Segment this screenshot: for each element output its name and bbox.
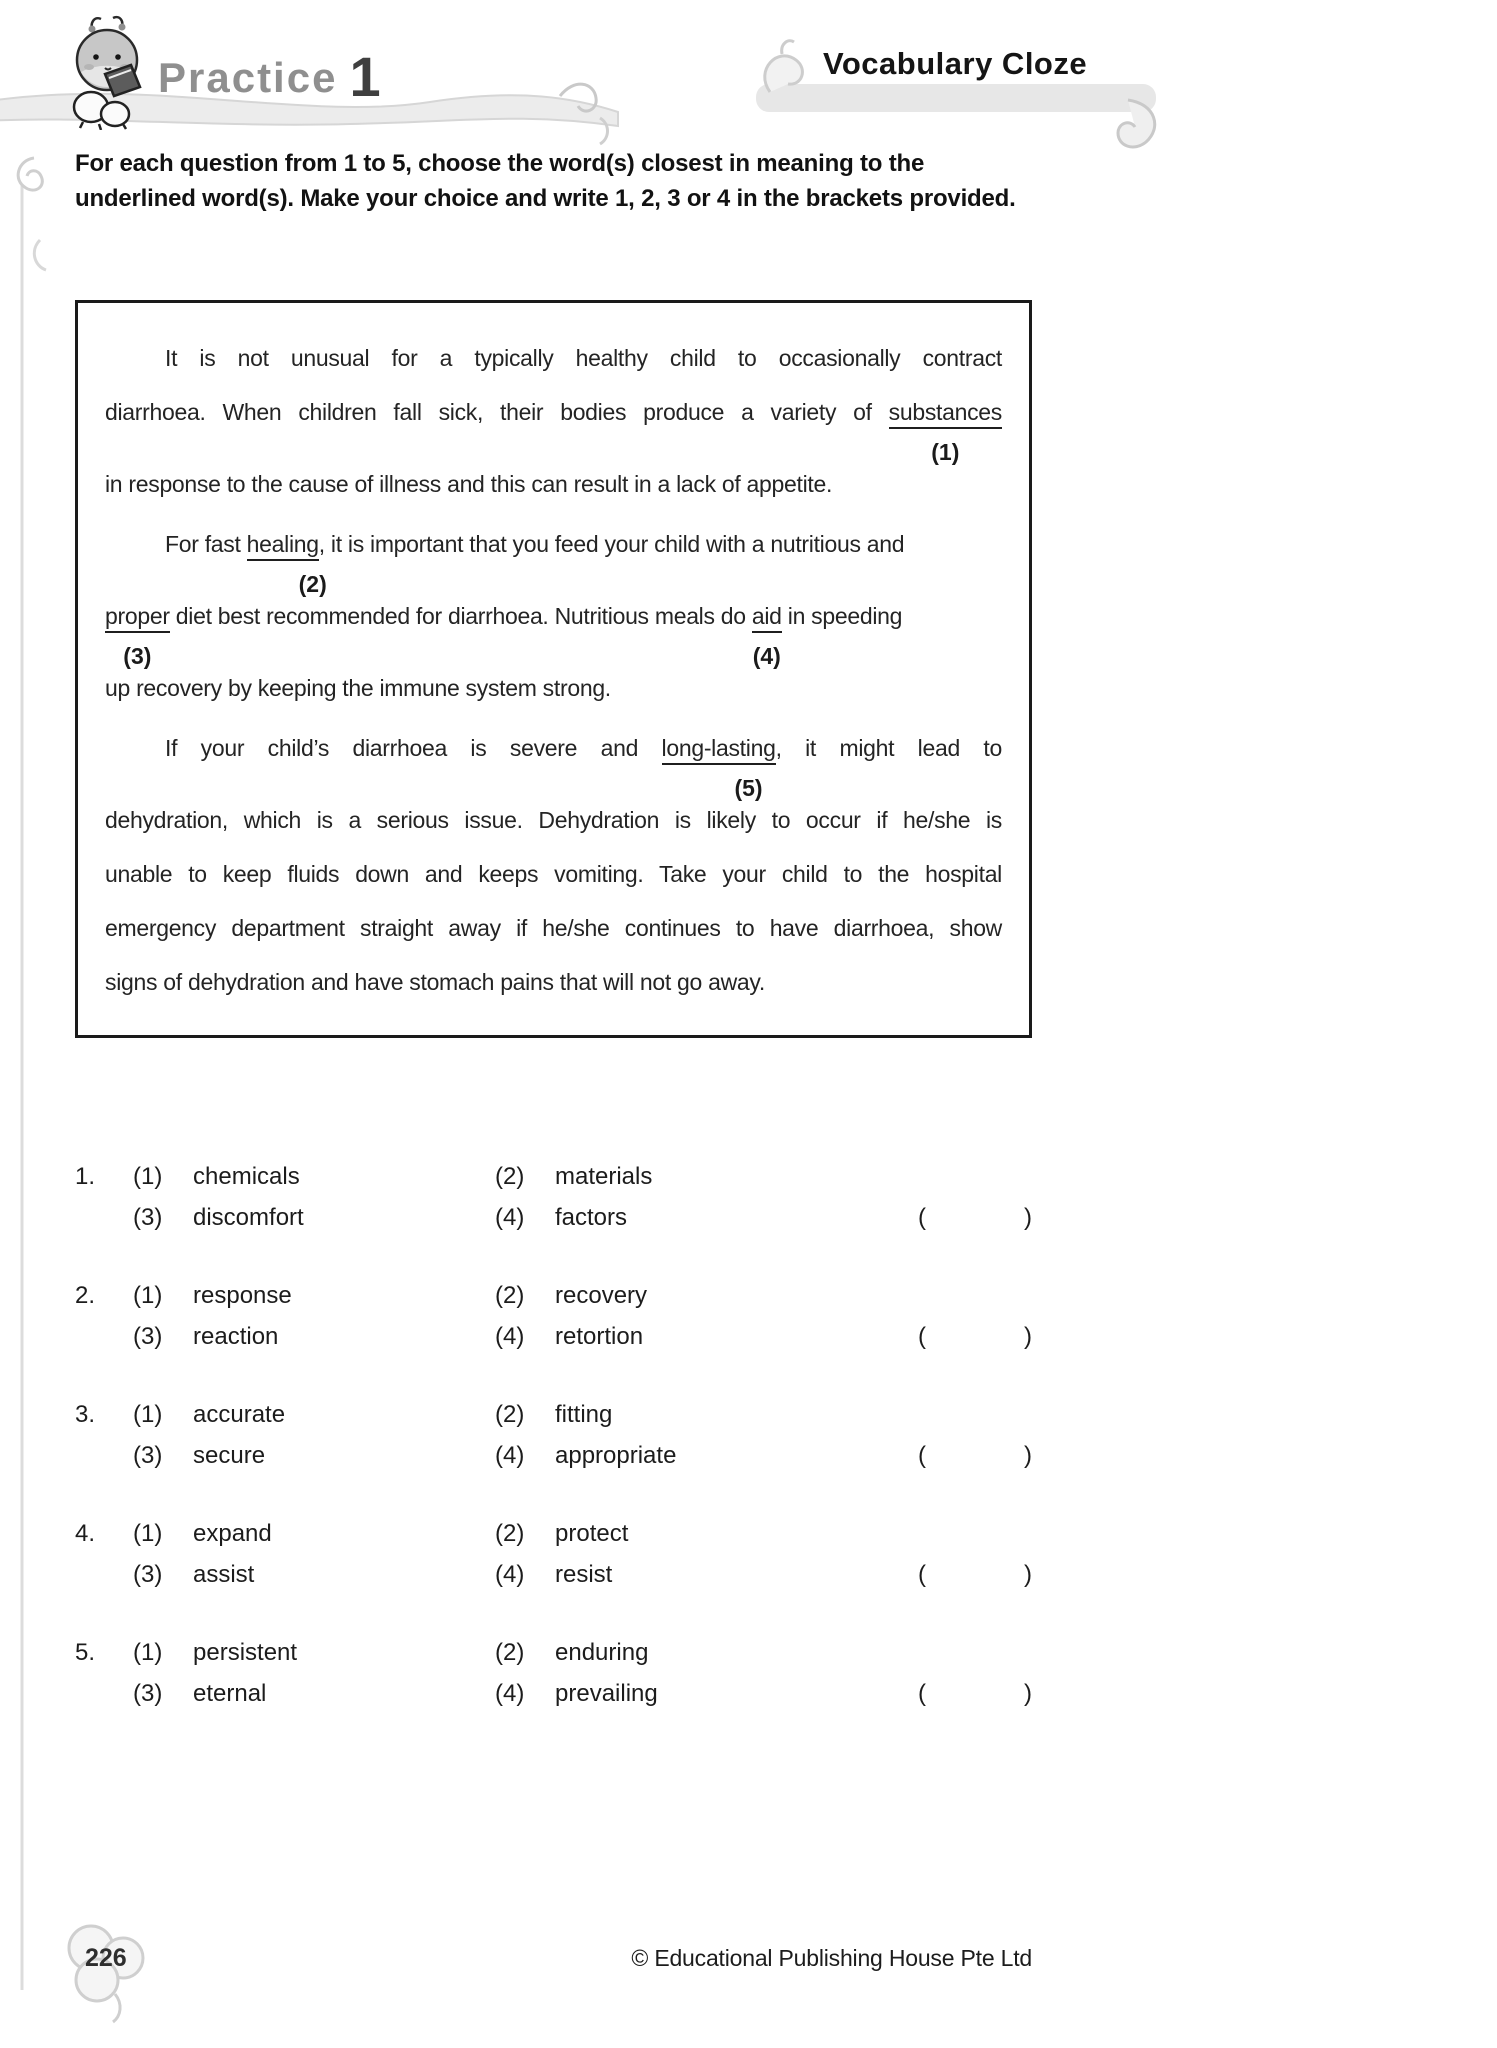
option-text: appropriate	[555, 1442, 677, 1469]
question-row	[75, 1632, 1032, 1714]
passage-line	[105, 467, 1002, 501]
question-number: 1.	[75, 1163, 96, 1190]
answer-bracket-open: (	[918, 1204, 926, 1231]
question-row	[75, 1156, 1032, 1238]
passage-text: unable to keep fluids down and keeps vomiting. Take your child to the hospital	[105, 861, 1002, 887]
option-number: (2)	[495, 1639, 525, 1666]
passage-paragraph	[105, 341, 1002, 501]
marker-label: (2)	[298, 571, 327, 597]
questions-list	[75, 1156, 1032, 1714]
passage-line	[105, 341, 1002, 375]
question-row	[75, 1513, 1032, 1595]
option-text: enduring	[555, 1639, 649, 1666]
passage-line	[105, 803, 1002, 837]
option-text: accurate	[193, 1401, 286, 1428]
answer-brackets	[918, 1197, 1032, 1238]
option-number: (2)	[495, 1520, 525, 1547]
question-row	[75, 1394, 1032, 1476]
passage-paragraph	[105, 731, 1002, 999]
instructions-text: For each question from 1 to 5, choose the word(s) closest in meaning to the underlined word(s). Make your choice and write 1, 2, 3 or 4 in the brackets provided.	[75, 150, 1016, 212]
option-text: prevailing	[555, 1680, 658, 1707]
answer-bracket-close: )	[1024, 1680, 1032, 1707]
ribbon-sprout-icon	[782, 41, 794, 54]
passage-text: emergency department straight away if he/she continues to have diarrhoea, show	[105, 915, 1002, 941]
option-text: fitting	[555, 1401, 613, 1428]
option-text: eternal	[193, 1680, 267, 1707]
option-number: (4)	[495, 1442, 525, 1469]
copyright-text: © Educational Publishing House Pte Ltd	[631, 1945, 1032, 1971]
question-number: 3.	[75, 1401, 96, 1428]
passage-line	[105, 911, 1002, 945]
underlined-word: aid (4)	[752, 603, 782, 633]
marker-label: (5)	[734, 775, 763, 801]
option-number: (4)	[495, 1204, 525, 1231]
option-text: resist	[555, 1561, 613, 1588]
passage-text: in response to the cause of illness and this can result in a lack of appetite.	[105, 471, 833, 497]
answer-bracket-open: (	[918, 1323, 926, 1350]
passage-line	[105, 599, 1002, 669]
answer-bracket-close: )	[1024, 1204, 1032, 1231]
option-text: materials	[555, 1163, 653, 1190]
answer-bracket-close: )	[1024, 1442, 1032, 1469]
passage-text: signs of dehydration and have stomach pains that will not go away.	[105, 969, 765, 995]
passage-text: If your child’s diarrhoea is severe and	[165, 735, 662, 761]
passage-line	[105, 857, 1002, 891]
option-text: reaction	[193, 1323, 279, 1350]
underlined-word: long-lasting (5)	[662, 735, 776, 765]
answer-bracket-close: )	[1024, 1323, 1032, 1350]
option-text: assist	[193, 1561, 255, 1588]
option-text: protect	[555, 1520, 629, 1547]
passage-text: , it might lead to	[775, 735, 1002, 761]
option-text: factors	[555, 1204, 628, 1231]
option-number: (4)	[495, 1561, 525, 1588]
passage-text: , it is important that you feed your child with a nutritious and	[318, 531, 905, 557]
underlined-word: healing (2)	[247, 531, 319, 561]
underlined-word: substances (1)	[889, 399, 1002, 429]
caterpillar-mascot-icon	[55, 12, 167, 130]
practice-title	[158, 44, 381, 109]
question-number: 5.	[75, 1639, 96, 1666]
option-number: (1)	[133, 1163, 163, 1190]
answer-brackets	[918, 1316, 1032, 1357]
option-number: (3)	[133, 1680, 163, 1707]
passage-text: in speeding	[781, 603, 903, 629]
answer-bracket-open: (	[918, 1442, 926, 1469]
option-number: (2)	[495, 1401, 525, 1428]
option-number: (3)	[133, 1204, 163, 1231]
option-text: retortion	[555, 1323, 644, 1350]
passage-paragraph	[105, 527, 1002, 705]
passage-text: diet best recommended for diarrhoea. Nutritious meals do	[169, 603, 752, 629]
practice-label: Practice	[158, 54, 338, 101]
underlined-word: proper (3)	[105, 603, 170, 633]
option-text: recovery	[555, 1282, 648, 1309]
option-number: (2)	[495, 1282, 525, 1309]
option-number: (2)	[495, 1163, 525, 1190]
answer-bracket-open: (	[918, 1561, 926, 1588]
left-vine-doodle	[34, 240, 46, 270]
marker-label: (3)	[123, 643, 152, 669]
option-number: (4)	[495, 1323, 525, 1350]
passage-text: It is not unusual for a typically healthy child to occasionally contract	[165, 345, 1002, 371]
option-text: discomfort	[193, 1204, 304, 1231]
answer-bracket-close: )	[1024, 1561, 1032, 1588]
option-number: (1)	[133, 1282, 163, 1309]
option-number: (3)	[133, 1442, 163, 1469]
page-footer	[75, 1944, 1032, 1973]
question-number: 4.	[75, 1520, 96, 1547]
answer-bracket-open: (	[918, 1680, 926, 1707]
passage-line	[105, 395, 1002, 465]
option-number: (4)	[495, 1680, 525, 1707]
passage-line	[105, 671, 1002, 705]
passage-line	[105, 731, 1002, 801]
passage-text: dehydration, which is a serious issue. Dehydration is likely to occur if he/she is	[105, 807, 1002, 833]
topic-ribbon	[756, 84, 1156, 112]
page-number: 226	[85, 1944, 127, 1972]
question-row	[75, 1275, 1032, 1357]
marker-label: (4)	[752, 643, 781, 669]
option-text: expand	[193, 1520, 272, 1547]
option-text: persistent	[193, 1639, 298, 1666]
question-number: 2.	[75, 1282, 96, 1309]
option-number: (3)	[133, 1323, 163, 1350]
passage-line	[105, 527, 1002, 597]
passage-text: For fast	[165, 531, 247, 557]
option-number: (3)	[133, 1561, 163, 1588]
option-number: (1)	[133, 1401, 163, 1428]
passage-line	[105, 965, 1002, 999]
passage-text: diarrhoea. When children fall sick, their bodies produce a variety of	[105, 399, 889, 425]
option-text: response	[193, 1282, 292, 1309]
passage-box	[75, 300, 1032, 1038]
option-text: chemicals	[193, 1163, 300, 1190]
page-header	[0, 0, 1497, 140]
answer-brackets	[918, 1435, 1032, 1476]
marker-label: (1)	[931, 439, 960, 465]
option-number: (1)	[133, 1639, 163, 1666]
answer-brackets	[918, 1673, 1032, 1714]
page-number-wrap	[75, 1944, 127, 1973]
option-text: secure	[193, 1442, 266, 1469]
answer-brackets	[918, 1554, 1032, 1595]
topic-title: Vocabulary Cloze	[823, 46, 1088, 81]
passage-text: up recovery by keeping the immune system strong.	[105, 675, 611, 701]
practice-number: 1	[349, 45, 381, 108]
option-number: (1)	[133, 1520, 163, 1547]
